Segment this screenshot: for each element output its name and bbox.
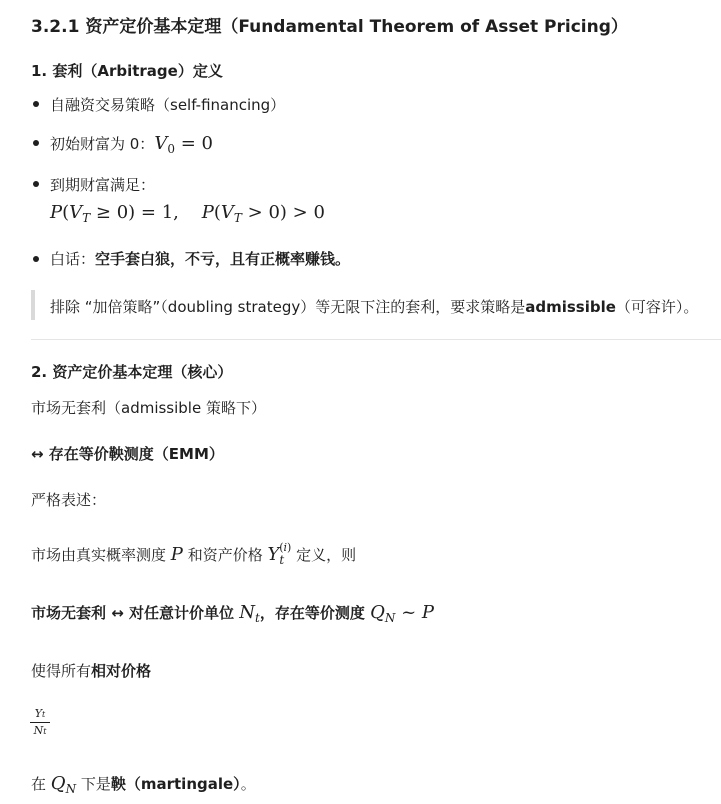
strict-statement-label: 严格表述： — [31, 491, 107, 509]
no-arbitrage-line: 市场无套利（admissible 策略下） — [31, 399, 266, 417]
relative-price-bold: 相对价格 — [91, 662, 152, 680]
bullet-initial-wealth-text: 初始财富为 0： — [50, 135, 155, 153]
asset-price-formula: $Y_t^{(i)}$ — [267, 541, 292, 567]
admissible-bold: admissible — [525, 298, 616, 316]
terminal-condition-formula: $P(V_T \ge 0) = 1$, $P(V_T > 0) > 0$ — [50, 202, 325, 225]
bullet-dot — [33, 181, 39, 187]
bullet-dot — [33, 256, 39, 262]
blockquote-bar — [31, 290, 35, 320]
plain-bold-text: 空手套白狼，不亏，且有正概率赚钱。 — [95, 250, 351, 268]
bullet-self-financing: 自融资交易策略（self-financing） — [50, 96, 286, 114]
market-definition-line: 市场由真实概率测度 P 和资产价格 $Y_t^{(i)}$ 定义，则 — [31, 541, 357, 567]
v0-formula: $V_0 = 0$ — [154, 133, 213, 156]
ftap-heading: 2. 资产定价基本定理（核心） — [31, 363, 233, 381]
ftap-statement: 市场无套利 ↔ 对任意计价单位 $N_t$，存在等价测度 $Q_N$ ~ P — [31, 602, 434, 625]
bullet-initial-wealth — [50, 133, 213, 156]
section-title: 3.2.1 资产定价基本定理（Fundamental Theorem of Asset Pricing） — [31, 17, 628, 37]
martingale-bold: 鞅（martingale） — [110, 775, 241, 793]
arbitrage-heading: 1. 套利（Arbitrage）定义 — [31, 62, 223, 80]
relative-price-fraction: Yt Nt — [30, 707, 50, 738]
bullet-dot — [33, 140, 39, 146]
bullet-terminal-wealth: 到期财富满足： — [50, 176, 156, 194]
martingale-line: 在 $Q_N$ 下是鞅（martingale）。 — [31, 773, 256, 796]
divider — [31, 339, 721, 340]
blockquote-text: 排除 “加倍策略”（doubling strategy）等无限下注的套利，要求策略是admissible（可容许）。 — [50, 298, 699, 316]
bullet-dot — [33, 101, 39, 107]
relative-price-line: 使得所有相对价格 — [31, 662, 152, 680]
bullet-plain-language — [50, 248, 350, 269]
emm-line: ↔ 存在等价鞅测度（EMM） — [31, 445, 224, 463]
plain-label: 白话： — [50, 250, 96, 268]
